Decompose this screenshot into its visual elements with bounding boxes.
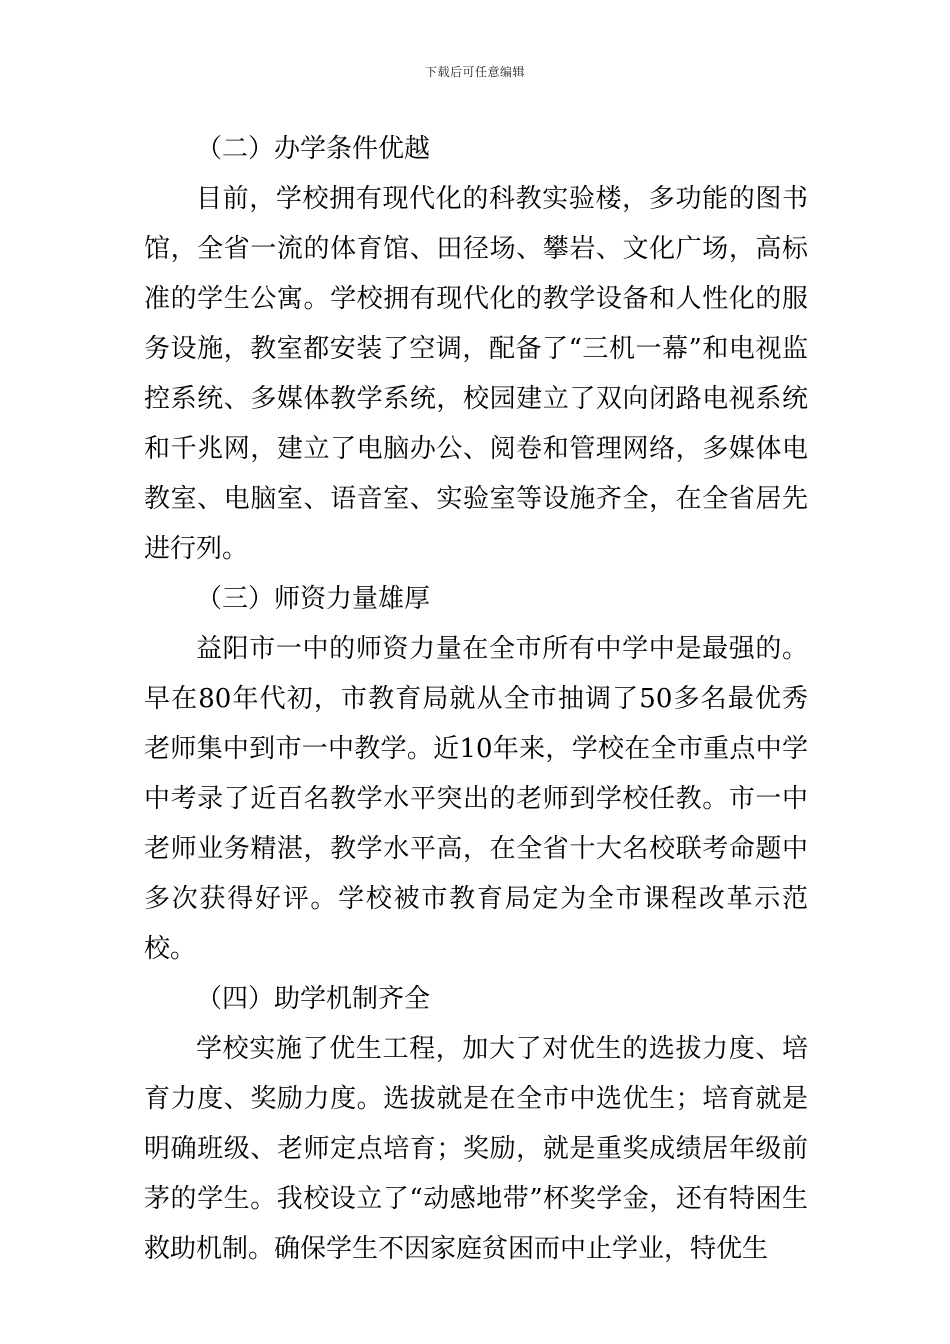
paragraph-aid: 学校实施了优生工程，加大了对优生的选拔力度、培育力度、奖励力度。选拔就是在全市中选优生；培育就是明确班级、老师定点培育；奖励，就是重奖成绩居年级前茅的学生。我校设立了“动感地带”杯奖学金，还有特困生救助机制。确保学生不因家庭贫困而中止学业，特优生 <box>144 1034 808 1264</box>
paragraph-teachers: 益阳市一中的师资力量在全市所有中学中是最强的。早在80年代初，市教育局就从全市抽调了50多名最优秀老师集中到市一中教学。近10年来，学校在全市重点中学中考录了近百名教学水平突出的老师到学校任教。市一中老师业务精湛，教学水平高，在全省十大名校联考命题中多次获得好评。学校被市教育局定为全市课程改革示范校。 <box>144 634 808 964</box>
section-heading-3: （三）师资力量雄厚 <box>196 584 431 614</box>
document-body <box>144 124 808 1274</box>
section-heading-2: （二）办学条件优越 <box>196 134 431 164</box>
paragraph-facilities: 目前，学校拥有现代化的科教实验楼，多功能的图书馆，全省一流的体育馆、田径场、攀岩、文化广场，高标准的学生公寓。学校拥有现代化的教学设备和人性化的服务设施，教室都安装了空调，配备了“三机一幕”和电视监控系统、多媒体教学系统，校园建立了双向闭路电视系统和千兆网，建立了电脑办公、阅卷和管理网络，多媒体电教室、电脑室、语音室、实验室等设施齐全，在全省居先进行列。 <box>144 184 808 564</box>
page-header: 下载后可任意编辑 <box>424 65 525 79</box>
section-heading-4: （四）助学机制齐全 <box>196 984 431 1014</box>
